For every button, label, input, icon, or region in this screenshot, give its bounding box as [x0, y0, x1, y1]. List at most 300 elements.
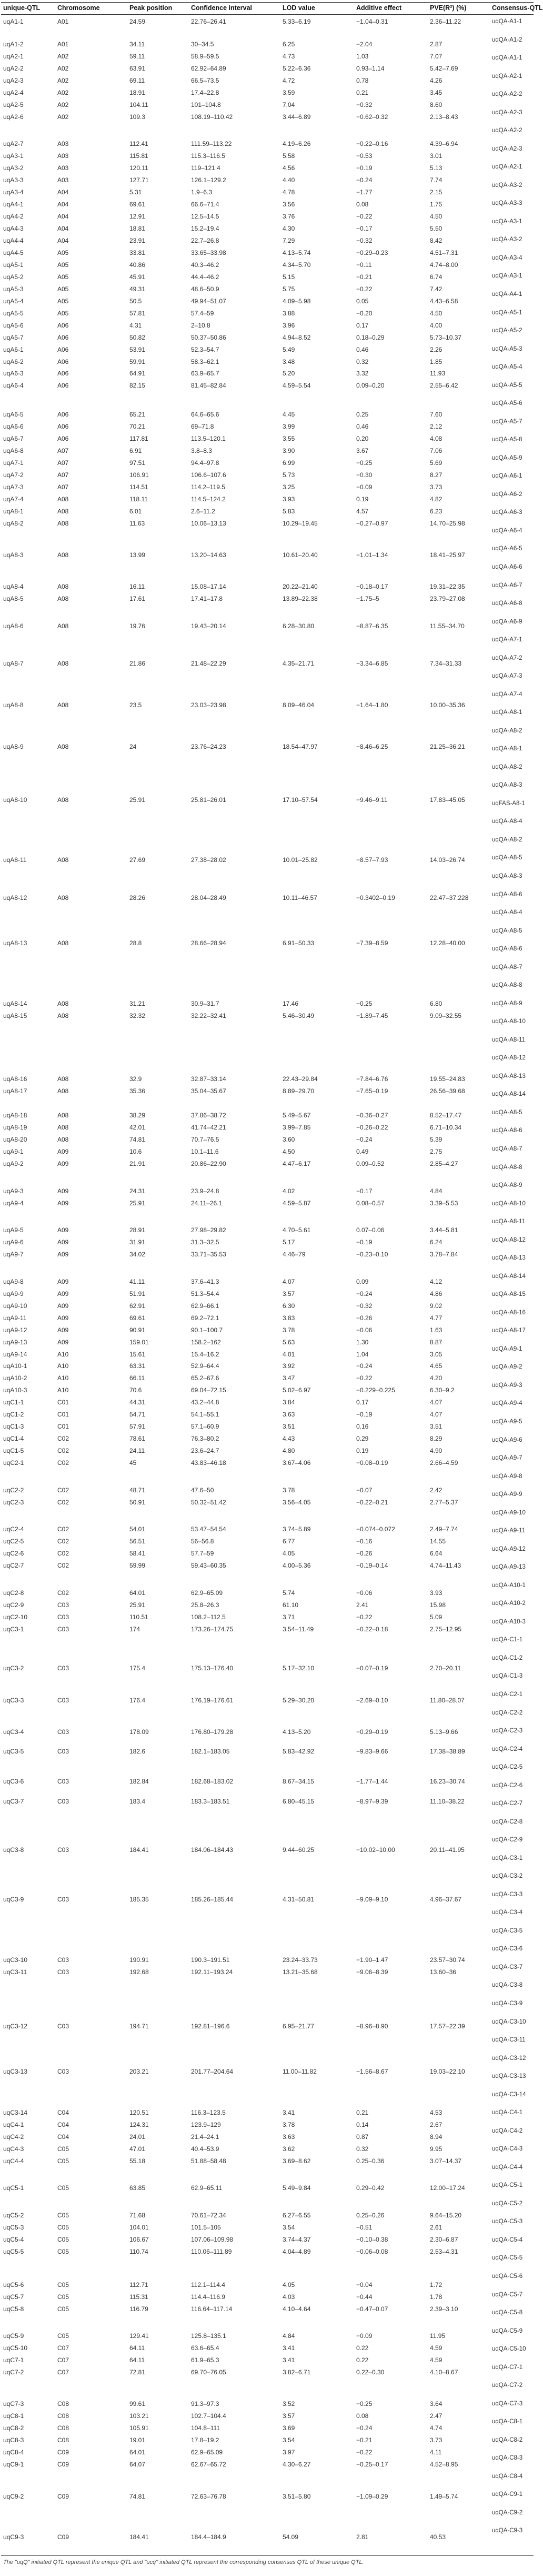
- cell-chromosome: C03: [57, 1748, 69, 1755]
- cell-pve: 1.85: [430, 358, 443, 365]
- cell-confidence-interval: 110.06–111.89: [191, 2248, 232, 2255]
- cell-consensus-qtl: uqQA-A8-7: [492, 1146, 522, 1152]
- cell-lod-value: 7.04: [283, 101, 295, 108]
- cell-pve: 2.47: [430, 2412, 443, 2420]
- cell-confidence-interval: 56–56.8: [191, 1538, 214, 1545]
- cell-lod-value: 6.99: [283, 459, 295, 467]
- cell-confidence-interval: 112.1–114.4: [191, 2281, 225, 2288]
- cell-unique-qtl: uqC5-1: [3, 2184, 24, 2192]
- cell-pve: 2.30–6.87: [430, 2236, 458, 2243]
- cell-pve: 15.98: [430, 1601, 446, 1609]
- cell-consensus-qtl: uqQA-A8-5: [492, 855, 522, 861]
- cell-chromosome: C02: [57, 1499, 69, 1506]
- cell-additive-effect: −8.96–8.90: [356, 2023, 388, 2030]
- cell-lod-value: 17.10–57.54: [283, 796, 318, 804]
- cell-chromosome: A06: [57, 435, 69, 442]
- cell-chromosome: C05: [57, 2157, 69, 2165]
- cell-chromosome: C03: [57, 1626, 69, 1633]
- cell-confidence-interval: 81.45–82.84: [191, 382, 226, 389]
- cell-consensus-qtl: uqQA-A8-4: [492, 909, 522, 916]
- cell-additive-effect: 0.09–0.20: [356, 382, 385, 389]
- cell-additive-effect: −8.97–9.39: [356, 1798, 388, 1805]
- cell-consensus-qtl: uqQA-C3-13: [492, 2073, 526, 2079]
- cell-additive-effect: −0.07: [356, 1487, 373, 1494]
- cell-chromosome: C02: [57, 1550, 69, 1557]
- cell-consensus-qtl: uqQA-A4-1: [492, 291, 522, 298]
- cell-consensus-qtl: uqQA-C2-4: [492, 1746, 523, 1752]
- cell-peak-position: 64.07: [129, 2461, 146, 2468]
- cell-chromosome: C03: [57, 2068, 69, 2075]
- cell-unique-qtl: uqC3-10: [3, 1956, 28, 1964]
- header-peak-position: Peak position: [129, 4, 173, 12]
- cell-additive-effect: 0.07–0.06: [356, 1226, 385, 1234]
- cell-lod-value: 3.47: [283, 1374, 295, 1382]
- cell-pve: 2.61: [430, 2224, 443, 2231]
- cell-confidence-interval: 176.80–179.28: [191, 1728, 234, 1736]
- cell-pve: 7.07: [430, 53, 443, 60]
- cell-lod-value: 3.56–4.05: [283, 1499, 311, 1506]
- cell-confidence-interval: 3.8–8.3: [191, 447, 213, 454]
- cell-pve: 5.73–10.37: [430, 334, 462, 341]
- cell-consensus-qtl: uqQA-A3-3: [492, 200, 522, 206]
- cell-pve: 20.11–41.95: [430, 1846, 465, 1854]
- cell-peak-position: 58.41: [129, 1550, 146, 1557]
- cell-confidence-interval: 116.3–123.5: [191, 2109, 226, 2116]
- cell-peak-position: 11.63: [129, 520, 145, 527]
- cell-peak-position: 112.41: [129, 140, 148, 147]
- cell-chromosome: A07: [57, 483, 69, 491]
- cell-peak-position: 51.91: [129, 1290, 146, 1297]
- cell-chromosome: C05: [57, 2305, 69, 2313]
- cell-peak-position: 16.11: [129, 583, 145, 590]
- cell-lod-value: 3.96: [283, 322, 295, 329]
- cell-peak-position: 174: [129, 1626, 140, 1633]
- cell-chromosome: A08: [57, 551, 69, 559]
- table-header-rule: [1, 14, 534, 15]
- cell-lod-value: 5.33–6.19: [283, 18, 311, 25]
- cell-unique-qtl: uqA2-7: [3, 140, 24, 147]
- cell-confidence-interval: 125.8–135.1: [191, 2332, 226, 2340]
- cell-additive-effect: −8.87–6.35: [356, 622, 388, 630]
- cell-confidence-interval: 101–104.8: [191, 101, 221, 108]
- cell-consensus-qtl: uqQA-A7-4: [492, 691, 522, 698]
- cell-additive-effect: 0.21: [356, 89, 369, 96]
- cell-consensus-qtl: uqQA-A8-13: [492, 1255, 526, 1261]
- cell-confidence-interval: 22.7–26.8: [191, 237, 219, 244]
- cell-peak-position: 24.31: [129, 1187, 146, 1195]
- cell-unique-qtl: uqA7-1: [3, 459, 24, 467]
- cell-unique-qtl: uqC2-1: [3, 1459, 24, 1467]
- cell-additive-effect: −0.27–0.97: [356, 520, 388, 527]
- cell-pve: 4.08: [430, 435, 443, 442]
- cell-lod-value: 10.11–46.57: [283, 894, 317, 901]
- cell-unique-qtl: uqA8-7: [3, 660, 24, 667]
- cell-peak-position: 23.5: [129, 701, 142, 709]
- cell-additive-effect: 0.25: [356, 411, 369, 418]
- cell-additive-effect: −0.23–0.10: [356, 1251, 388, 1258]
- cell-peak-position: 28.91: [129, 1226, 146, 1234]
- cell-additive-effect: −1.90–1.47: [356, 1956, 388, 1964]
- cell-additive-effect: −0.06: [356, 1589, 373, 1597]
- cell-confidence-interval: 64.6–65.6: [191, 411, 219, 418]
- cell-peak-position: 44.31: [129, 1399, 146, 1406]
- cell-lod-value: 10.01–25.82: [283, 856, 318, 864]
- cell-chromosome: A08: [57, 622, 69, 630]
- cell-lod-value: 54.09: [283, 2533, 299, 2541]
- cell-pve: 3.73: [430, 2436, 443, 2444]
- cell-additive-effect: 0.09: [356, 1278, 369, 1285]
- cell-pve: 2.26: [430, 346, 443, 353]
- cell-confidence-interval: 31.3–32.5: [191, 1239, 219, 1246]
- cell-consensus-qtl: uqQA-A8-7: [492, 964, 522, 970]
- cell-lod-value: 5.49–9.84: [283, 2184, 311, 2192]
- cell-lod-value: 4.56: [283, 164, 295, 172]
- cell-pve: 6.74: [430, 273, 443, 281]
- cell-additive-effect: 0.93–1.14: [356, 65, 385, 72]
- cell-confidence-interval: 20.86–22.90: [191, 1160, 226, 1167]
- cell-unique-qtl: uqA8-16: [3, 1075, 27, 1083]
- cell-pve: 14.55: [430, 1538, 446, 1545]
- cell-pve: 4.74–8.00: [430, 261, 458, 269]
- cell-confidence-interval: 47.6–50: [191, 1487, 214, 1494]
- cell-unique-qtl: uqC7-3: [3, 2400, 24, 2407]
- cell-chromosome: A08: [57, 595, 69, 602]
- cell-pve: 6.24: [430, 1239, 443, 1246]
- cell-consensus-qtl: uqQA-A9-12: [492, 1546, 526, 1552]
- cell-confidence-interval: 17.4–22.8: [191, 89, 219, 96]
- cell-peak-position: 32.9: [129, 1075, 142, 1083]
- cell-consensus-qtl: uqQA-A8-1: [492, 709, 522, 716]
- cell-peak-position: 109.3: [129, 113, 146, 121]
- cell-additive-effect: −9.83–9.66: [356, 1748, 388, 1755]
- cell-consensus-qtl: uqQA-A2-1: [492, 164, 522, 170]
- cell-unique-qtl: uqA8-12: [3, 894, 27, 901]
- cell-chromosome: C03: [57, 1778, 69, 1785]
- cell-confidence-interval: 23.9–24.8: [191, 1187, 219, 1195]
- cell-lod-value: 4.01: [283, 1351, 295, 1358]
- cell-unique-qtl: uqA7-2: [3, 471, 24, 479]
- cell-peak-position: 184.41: [129, 2533, 149, 2541]
- cell-additive-effect: −0.22: [356, 213, 373, 220]
- cell-pve: 4.74–11.43: [430, 1562, 461, 1569]
- header-chromosome: Chromosome: [57, 4, 100, 12]
- cell-lod-value: 3.41: [283, 2356, 295, 2364]
- cell-lod-value: 6.77: [283, 1538, 295, 1545]
- cell-pve: 2.53–4.31: [430, 2248, 458, 2255]
- cell-confidence-interval: 108.2–112.5: [191, 1613, 226, 1621]
- cell-pve: 7.60: [430, 411, 443, 418]
- cell-pve: 3.44–5.81: [430, 1226, 458, 1234]
- cell-chromosome: A03: [57, 164, 69, 172]
- cell-confidence-interval: 17.41–17.8: [191, 595, 223, 602]
- cell-additive-effect: −0.229–0.225: [356, 1386, 395, 1394]
- cell-peak-position: 6.01: [129, 508, 142, 515]
- cell-confidence-interval: 37.6–41.3: [191, 1278, 219, 1285]
- cell-confidence-interval: 94.4–97.8: [191, 459, 219, 467]
- cell-confidence-interval: 22.76–26.41: [191, 18, 226, 25]
- cell-additive-effect: −0.21: [356, 273, 373, 281]
- cell-consensus-qtl: uqQA-C3-9: [492, 2000, 523, 2007]
- cell-unique-qtl: uqA4-3: [3, 225, 24, 232]
- cell-unique-qtl: uqA4-5: [3, 249, 24, 256]
- cell-lod-value: 13.21–35.68: [283, 1968, 318, 1976]
- cell-confidence-interval: 33.71–35.53: [191, 1251, 226, 1258]
- cell-peak-position: 24.01: [129, 2133, 146, 2141]
- cell-peak-position: 105.91: [129, 2424, 149, 2432]
- cell-pve: 3.39–5.53: [430, 1200, 458, 1207]
- cell-confidence-interval: 192.81–196.6: [191, 2023, 230, 2030]
- cell-lod-value: 5.58: [283, 152, 295, 160]
- cell-chromosome: A02: [57, 101, 69, 108]
- cell-pve: 4.90: [430, 1447, 443, 1454]
- cell-lod-value: 4.07: [283, 1278, 295, 1285]
- cell-pve: 4.52–8.95: [430, 2461, 458, 2468]
- cell-peak-position: 24: [129, 743, 137, 750]
- cell-unique-qtl: uqC2-2: [3, 1487, 24, 1494]
- cell-lod-value: 5.29–30.20: [283, 1697, 315, 1704]
- cell-confidence-interval: 32.22–32.41: [191, 1012, 226, 1019]
- cell-additive-effect: 0.87: [356, 2133, 369, 2141]
- cell-unique-qtl: uqC3-6: [3, 1778, 24, 1785]
- cell-additive-effect: −0.25: [356, 459, 373, 467]
- table-bottom-rule: [1, 2555, 534, 2556]
- cell-unique-qtl: uqA9-13: [3, 1339, 27, 1346]
- cell-unique-qtl: uqA3-2: [3, 164, 24, 172]
- cell-additive-effect: −0.30: [356, 471, 373, 479]
- cell-confidence-interval: 51.3–54.4: [191, 1290, 219, 1297]
- cell-unique-qtl: uqC3-9: [3, 1896, 24, 1903]
- cell-peak-position: 50.91: [129, 1499, 146, 1506]
- cell-confidence-interval: 116.64–117.14: [191, 2305, 233, 2313]
- cell-pve: 4.50: [430, 310, 443, 317]
- cell-consensus-qtl: uqQA-A8-11: [492, 1037, 526, 1043]
- cell-additive-effect: −1.01–1.34: [356, 551, 388, 559]
- cell-chromosome: A08: [57, 508, 69, 515]
- cell-unique-qtl: uqC5-8: [3, 2305, 24, 2313]
- cell-unique-qtl: uqA8-5: [3, 595, 24, 602]
- cell-chromosome: A08: [57, 583, 69, 590]
- cell-unique-qtl: uqA2-3: [3, 77, 24, 84]
- cell-consensus-qtl: uqQA-A5-2: [492, 328, 522, 334]
- cell-consensus-qtl: uqQA-C2-1: [492, 1691, 523, 1698]
- cell-confidence-interval: 114.5–124.2: [191, 496, 226, 503]
- cell-pve: 2.70–20.11: [430, 1665, 461, 1672]
- cell-unique-qtl: uqC1-4: [3, 1435, 24, 1442]
- cell-confidence-interval: 27.38–28.02: [191, 856, 226, 864]
- cell-chromosome: A08: [57, 894, 69, 901]
- cell-unique-qtl: uqC5-7: [3, 2293, 24, 2301]
- cell-additive-effect: 0.18–0.29: [356, 334, 385, 341]
- cell-additive-effect: 0.29–0.42: [356, 2184, 385, 2192]
- cell-lod-value: 4.70–5.61: [283, 1226, 311, 1234]
- cell-additive-effect: −0.07–0.19: [356, 1665, 388, 1672]
- cell-consensus-qtl: uqQA-A8-12: [492, 1055, 526, 1061]
- cell-consensus-qtl: uqQA-A8-14: [492, 1273, 526, 1280]
- cell-lod-value: 8.67–34.15: [283, 1778, 315, 1785]
- cell-peak-position: 69.11: [129, 77, 145, 84]
- cell-chromosome: A10: [57, 1362, 69, 1370]
- cell-pve: 2.13–8.43: [430, 113, 458, 121]
- cell-additive-effect: 0.46: [356, 423, 369, 430]
- cell-lod-value: 3.60: [283, 1136, 295, 1143]
- cell-peak-position: 129.41: [129, 2332, 149, 2340]
- cell-peak-position: 32.32: [129, 1012, 146, 1019]
- cell-consensus-qtl: uqQA-C9-2: [492, 2510, 523, 2516]
- cell-pve: 4.74: [430, 2424, 443, 2432]
- cell-pve: 6.71–10.34: [430, 1124, 462, 1131]
- cell-peak-position: 66.11: [129, 1374, 145, 1382]
- cell-peak-position: 203.21: [129, 2068, 149, 2075]
- cell-pve: 11.93: [430, 370, 446, 377]
- cell-pve: 2.49–7.74: [430, 1525, 458, 1533]
- cell-peak-position: 34.02: [129, 1251, 146, 1258]
- cell-consensus-qtl: uqQA-A2-3: [492, 146, 522, 152]
- cell-consensus-qtl: uqQA-A5-5: [492, 382, 522, 389]
- cell-lod-value: 6.25: [283, 41, 295, 48]
- cell-consensus-qtl: uqQA-A7-1: [492, 637, 522, 643]
- cell-chromosome: C05: [57, 2281, 69, 2288]
- cell-peak-position: 63.91: [129, 65, 146, 72]
- cell-additive-effect: −0.11: [356, 261, 372, 269]
- cell-confidence-interval: 182.68–183.02: [191, 1778, 234, 1785]
- cell-confidence-interval: 175.13–176.40: [191, 1665, 234, 1672]
- cell-pve: 11.95: [430, 2332, 446, 2340]
- cell-lod-value: 61.10: [283, 1601, 299, 1609]
- cell-lod-value: 4.80: [283, 1447, 295, 1454]
- cell-chromosome: A10: [57, 1351, 69, 1358]
- cell-lod-value: 8.89–29.70: [283, 1087, 315, 1095]
- cell-pve: 12.28–40.00: [430, 939, 465, 947]
- cell-pve: 1.63: [430, 1326, 443, 1334]
- cell-chromosome: C03: [57, 1968, 69, 1976]
- cell-chromosome: A05: [57, 285, 69, 293]
- cell-pve: 4.12: [430, 1278, 443, 1285]
- cell-additive-effect: 0.19: [356, 1447, 369, 1454]
- cell-unique-qtl: uqC3-13: [3, 2068, 28, 2075]
- cell-consensus-qtl: uqQA-A8-2: [492, 728, 522, 734]
- cell-confidence-interval: 24.11–26.1: [191, 1200, 223, 1207]
- cell-additive-effect: −0.22: [356, 1613, 373, 1621]
- cell-additive-effect: −0.074–0.072: [356, 1525, 395, 1533]
- cell-peak-position: 24.59: [129, 18, 146, 25]
- cell-confidence-interval: 201.77–204.64: [191, 2068, 234, 2075]
- cell-consensus-qtl: uqQA-C5-7: [492, 2292, 523, 2298]
- cell-peak-position: 40.86: [129, 261, 146, 269]
- cell-consensus-qtl: uqQA-A1-1: [492, 55, 522, 61]
- cell-lod-value: 3.74–5.89: [283, 1525, 311, 1533]
- cell-lod-value: 3.78: [283, 1326, 295, 1334]
- cell-consensus-qtl: uqQA-A8-6: [492, 1127, 522, 1134]
- cell-additive-effect: 0.22: [356, 2356, 369, 2364]
- cell-pve: 4.77: [430, 1314, 443, 1322]
- cell-additive-effect: −1.56–8.67: [356, 2068, 388, 2075]
- cell-confidence-interval: 59.43–60.35: [191, 1562, 226, 1569]
- cell-chromosome: C07: [57, 2356, 69, 2364]
- cell-lod-value: 4.35–21.71: [283, 660, 315, 667]
- cell-confidence-interval: 69.2–72.1: [191, 1314, 219, 1322]
- cell-additive-effect: −1.89–7.45: [356, 1012, 388, 1019]
- cell-consensus-qtl: uqQA-A8-4: [492, 818, 522, 825]
- cell-confidence-interval: 23.6–24.7: [191, 1447, 219, 1454]
- cell-additive-effect: 0.19: [356, 496, 369, 503]
- cell-unique-qtl: uqA4-4: [3, 237, 24, 244]
- cell-confidence-interval: 126.1–129.2: [191, 176, 226, 184]
- cell-chromosome: A09: [57, 1278, 69, 1285]
- cell-additive-effect: −0.22–0.21: [356, 1499, 388, 1506]
- cell-consensus-qtl: uqQA-C3-5: [492, 1928, 523, 1934]
- cell-unique-qtl: uqA6-8: [3, 447, 24, 454]
- cell-consensus-qtl: uqQA-A9-1: [492, 1346, 522, 1352]
- cell-lod-value: 4.47–6.17: [283, 1160, 311, 1167]
- cell-peak-position: 34.11: [129, 41, 145, 48]
- cell-chromosome: A03: [57, 152, 69, 160]
- cell-confidence-interval: 27.98–29.82: [191, 1226, 226, 1234]
- cell-consensus-qtl: uqQA-A9-13: [492, 1564, 526, 1570]
- cell-consensus-qtl: uqQA-C3-4: [492, 1909, 523, 1916]
- cell-chromosome: A09: [57, 1148, 69, 1155]
- cell-peak-position: 69.61: [129, 1314, 146, 1322]
- cell-additive-effect: 0.08: [356, 2412, 369, 2420]
- cell-unique-qtl: uqA8-15: [3, 1012, 27, 1019]
- cell-additive-effect: −1.77: [356, 189, 373, 196]
- cell-consensus-qtl: uqQA-A6-5: [492, 546, 522, 552]
- cell-confidence-interval: 70.7–76.5: [191, 1136, 219, 1143]
- table-footnote: The "uqQ" initiated QTL represent the unique QTL and "ucq" initiated QTL represent the corresponding consensus QTL of these unique QTL.: [3, 2559, 364, 2565]
- cell-consensus-qtl: uqQA-A8-2: [492, 837, 522, 843]
- cell-confidence-interval: 115.3–116.5: [191, 152, 225, 160]
- cell-pve: 3.51: [430, 1423, 443, 1430]
- cell-consensus-qtl: uqQA-C5-6: [492, 2273, 523, 2280]
- cell-additive-effect: 0.78: [356, 77, 369, 84]
- cell-unique-qtl: uqA6-2: [3, 358, 24, 365]
- cell-confidence-interval: 62.9–65.11: [191, 2184, 223, 2192]
- cell-chromosome: A09: [57, 1326, 69, 1334]
- cell-chromosome: A09: [57, 1239, 69, 1246]
- header-pve: PVE(R²) (%): [430, 4, 467, 12]
- cell-peak-position: 59.11: [129, 53, 145, 60]
- cell-consensus-qtl: uqQA-C3-10: [492, 2019, 526, 2025]
- cell-unique-qtl: uqC3-5: [3, 1748, 24, 1755]
- cell-additive-effect: −1.09–0.29: [356, 2493, 388, 2500]
- cell-chromosome: C03: [57, 1896, 69, 1903]
- cell-consensus-qtl: uqQA-A5-1: [492, 310, 522, 316]
- cell-lod-value: 3.52: [283, 2400, 295, 2407]
- cell-lod-value: 4.45: [283, 411, 295, 418]
- cell-pve: 14.70–25.98: [430, 520, 465, 527]
- cell-confidence-interval: 32.87–33.14: [191, 1075, 226, 1083]
- cell-confidence-interval: 102.7–104.4: [191, 2412, 226, 2420]
- cell-additive-effect: −0.17: [356, 1187, 373, 1195]
- cell-chromosome: C08: [57, 2436, 69, 2444]
- cell-confidence-interval: 2–10.8: [191, 322, 210, 329]
- cell-lod-value: 3.69: [283, 2424, 295, 2432]
- cell-confidence-interval: 108.19–110.42: [191, 113, 233, 121]
- cell-chromosome: C05: [57, 2184, 69, 2192]
- cell-pve: 4.51–7.31: [430, 249, 458, 256]
- cell-unique-qtl: uqA10-1: [3, 1362, 27, 1370]
- cell-chromosome: A07: [57, 471, 69, 479]
- cell-unique-qtl: uqC1-2: [3, 1411, 24, 1418]
- cell-peak-position: 19.01: [129, 2436, 146, 2444]
- cell-peak-position: 45.91: [129, 273, 146, 281]
- cell-unique-qtl: uqC8-4: [3, 2449, 24, 2456]
- cell-additive-effect: 4.57: [356, 508, 369, 515]
- cell-peak-position: 99.61: [129, 2400, 146, 2407]
- cell-lod-value: 13.89–22.38: [283, 595, 318, 602]
- cell-chromosome: A08: [57, 1136, 69, 1143]
- cell-unique-qtl: uqA8-14: [3, 1000, 27, 1007]
- cell-consensus-qtl: uqQA-C2-5: [492, 1764, 523, 1770]
